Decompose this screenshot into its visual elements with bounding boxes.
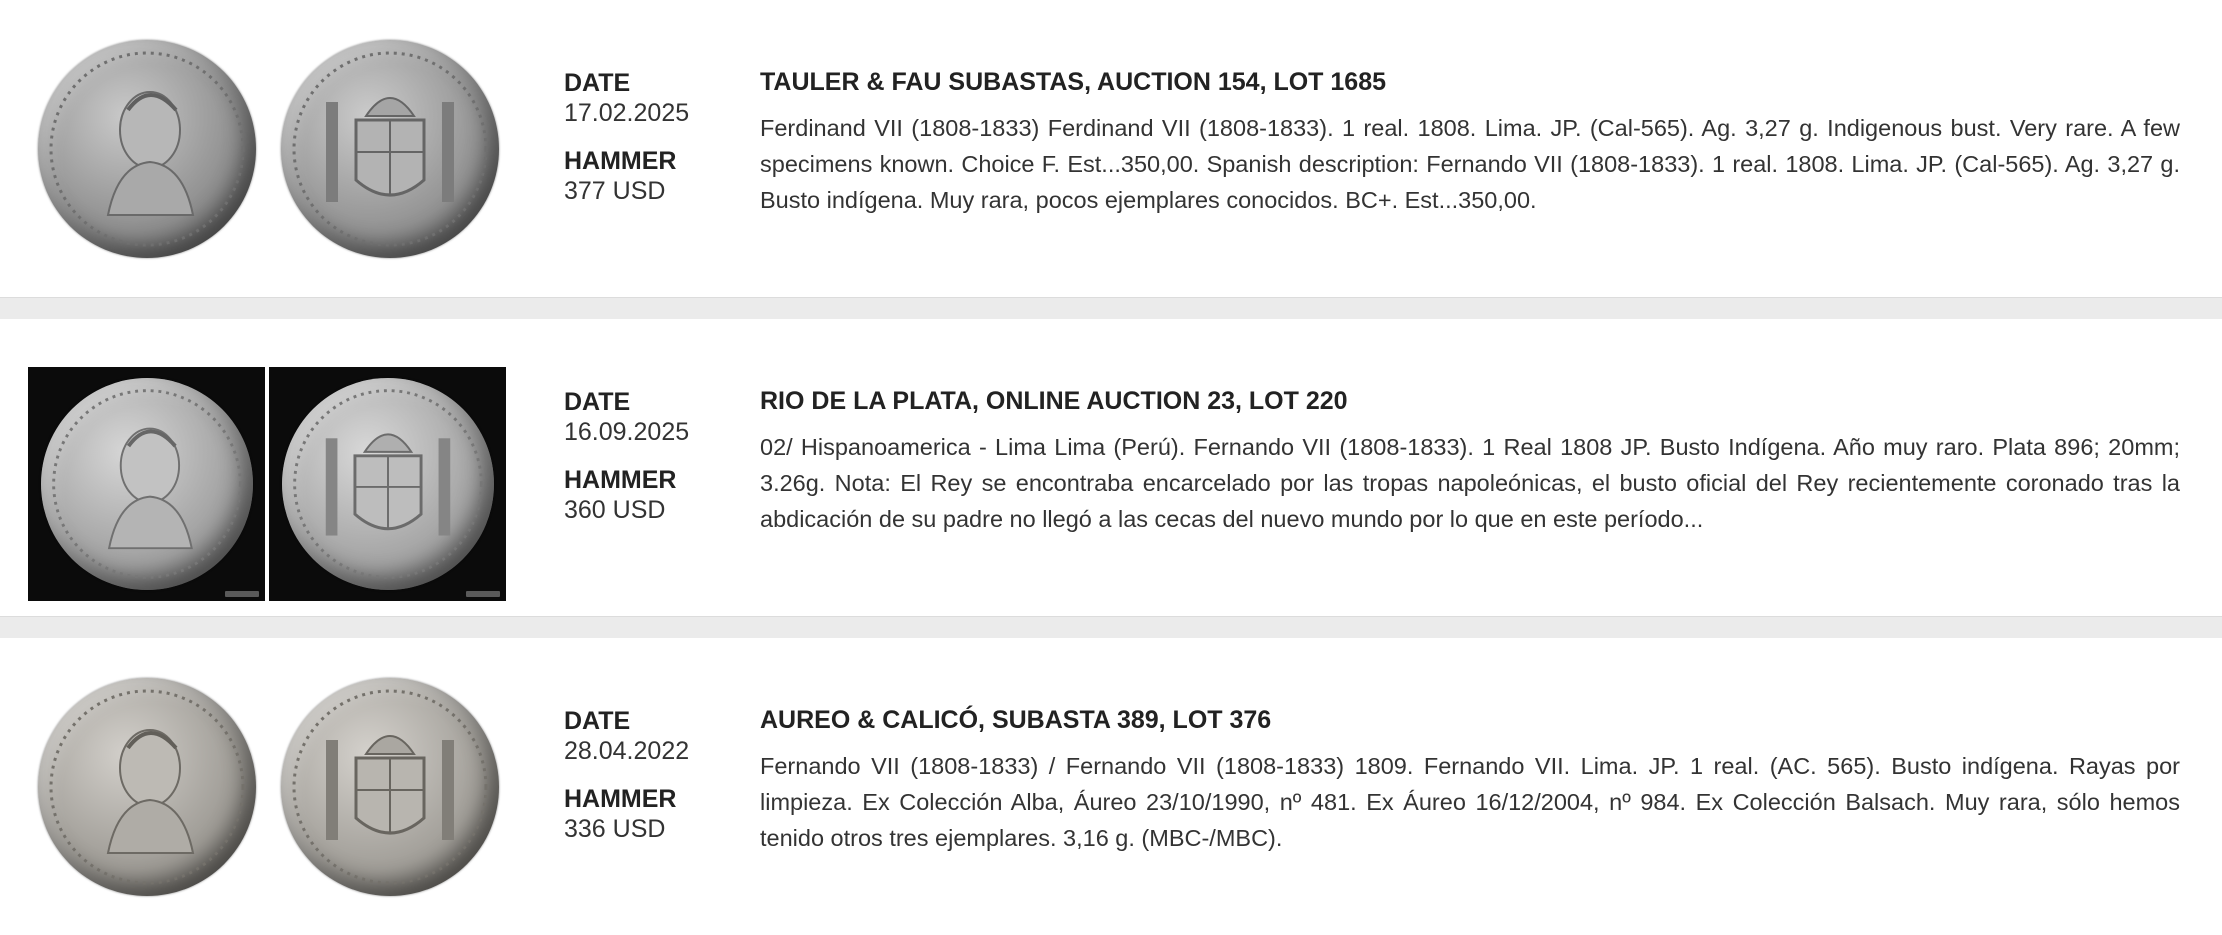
watermark: [466, 591, 500, 597]
coin-reverse-image[interactable]: [271, 32, 508, 266]
bust-icon: [38, 678, 256, 896]
lot-meta: [564, 387, 724, 543]
lot-description: Ferdinand VII (1808-1833) Ferdinand VII (1808-1833). 1 real. 1808. Lima. JP. (Cal-565). Ag. 3,27 g. Indigenous bust. Very rare. A few specimens known. Choice F. Est...350,00. Spanish description: Fernando VII (1808-1833). 1 real. 1808. Lima. JP. (Cal-565). Ag. 3,27 g. Busto indígena. Muy rara, pocos ejemplares conocidos. BC+. Est...350,00.: [760, 115, 2180, 213]
list-item[interactable]: [0, 0, 2222, 297]
date-value: 16.09.2025: [564, 418, 690, 446]
lot-details: [760, 66, 2180, 218]
shield-icon: [281, 40, 499, 258]
date-value: 17.02.2025: [564, 99, 690, 127]
coin-images[interactable]: [28, 367, 508, 601]
coin-reverse-image[interactable]: [269, 367, 506, 601]
date-label: DATE: [564, 69, 631, 97]
coin-obverse-image[interactable]: [28, 670, 265, 904]
shield-icon: [281, 678, 499, 896]
date-label: DATE: [564, 707, 631, 735]
hammer-label: HAMMER: [564, 147, 677, 175]
lot-title-link[interactable]: RIO DE LA PLATA, ONLINE AUCTION 23, LOT 220: [760, 387, 1348, 415]
bust-icon: [41, 378, 253, 590]
lot-details: [760, 704, 2180, 856]
lot-description: 02/ Hispanoamerica - Lima Lima (Perú). Fernando VII (1808-1833). 1 Real 1808 JP. Busto Indígena. Año muy raro. Plata 896; 20mm; 3.26g. Nota: El Rey se encontraba encarcelado por las tropas napoleónicas, el busto oficial del Rey recientemente coronado tras la abdicación de su padre no llegó a las cecas del nuevo mundo por lo que en este período...: [760, 434, 2180, 532]
hammer-value: 360 USD: [564, 496, 666, 524]
coin-reverse-image[interactable]: [271, 670, 508, 904]
lot-meta: [564, 68, 724, 224]
row-divider: [0, 616, 2222, 638]
lot-title-link[interactable]: TAULER & FAU SUBASTAS, AUCTION 154, LOT 1685: [760, 68, 1387, 96]
hammer-label: HAMMER: [564, 785, 677, 813]
lot-meta: [564, 706, 724, 862]
bust-icon: [38, 40, 256, 258]
coin-images[interactable]: [28, 670, 508, 904]
coin-obverse-image[interactable]: [28, 367, 265, 601]
hammer-label: HAMMER: [564, 466, 677, 494]
lot-description: Fernando VII (1808-1833) / Fernando VII (1808-1833) 1809. Fernando VII. Lima. JP. 1 real. (AC. 565). Busto indígena. Rayas por limpieza. Ex Colección Alba, Áureo 23/10/1990, nº 481. Ex Áureo 16/12/2004, nº 984. Ex Colección Balsach. Muy rara, sólo hemos tenido otros tres ejemplares. 3,16 g. (MBC-/MBC).: [760, 753, 2180, 851]
date-label: DATE: [564, 388, 631, 416]
lot-details: [760, 385, 2180, 537]
watermark: [225, 591, 259, 597]
shield-icon: [282, 378, 494, 590]
coin-obverse-image[interactable]: [28, 32, 265, 266]
coin-images[interactable]: [28, 32, 508, 266]
date-value: 28.04.2022: [564, 737, 690, 765]
lot-title-link[interactable]: AUREO & CALICÓ, SUBASTA 389, LOT 376: [760, 706, 1272, 734]
list-item[interactable]: [0, 638, 2222, 935]
hammer-value: 336 USD: [564, 815, 666, 843]
hammer-value: 377 USD: [564, 177, 666, 205]
list-item[interactable]: [0, 319, 2222, 616]
row-divider: [0, 297, 2222, 319]
